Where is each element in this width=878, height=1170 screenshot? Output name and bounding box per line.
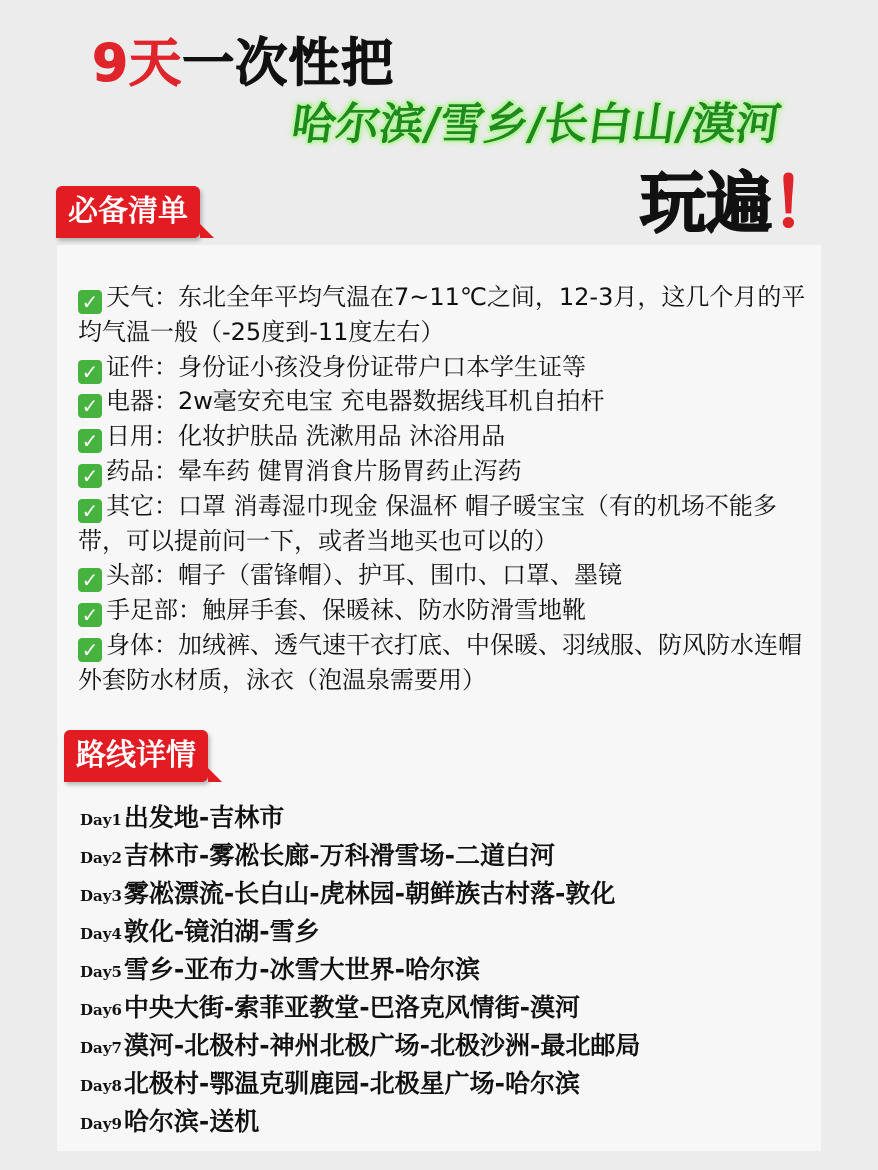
day-label: Day2 [80, 849, 122, 867]
route-text: 雪乡-亚布力-冰雪大世界-哈尔滨 [123, 955, 481, 984]
checklist-item-text: 头部：帽子（雷锋帽）、护耳、围巾、口罩、墨镜 [106, 561, 622, 590]
checklist-item-text: 其它：口罩 消毒湿巾现金 保温杯 帽子暖宝宝（有的机场不能多带，可以提前问一下，或者当地买也可以的） [78, 491, 777, 555]
title-days: 9天 [92, 34, 183, 94]
route-item [80, 800, 800, 838]
route-text: 出发地-吉林市 [123, 803, 285, 832]
route-text: 漠河-北极村-神州北极广场-北极沙洲-最北邮局 [123, 1031, 641, 1060]
route-text: 敦化-镜泊湖-雪乡 [123, 917, 320, 946]
title-line-3 [640, 164, 838, 244]
route-text: 吉林市-雾凇长廊-万科滑雪场-二道白河 [123, 841, 556, 870]
route-text: 北极村-鄂温克驯鹿园-北极星广场-哈尔滨 [123, 1069, 581, 1098]
checklist-item [78, 280, 823, 350]
checklist-item [78, 489, 823, 559]
check-icon: ✓ [78, 603, 102, 627]
route-list [80, 800, 800, 1142]
checklist-item [78, 558, 823, 593]
day-label: Day3 [80, 887, 122, 905]
day-label: Day7 [80, 1039, 122, 1057]
checklist-item-text: 天气：东北全年平均气温在7~11℃之间，12-3月，这几个月的平均气温一般（-25度到-11度左右） [78, 283, 806, 346]
route-text: 哈尔滨-送机 [123, 1107, 260, 1136]
route-item [80, 990, 800, 1028]
checklist-item-text: 证件：身份证小孩没身份证带户口本学生证等 [106, 352, 586, 381]
route-item [80, 876, 800, 914]
checklist-item-text: 手足部：触屏手套、保暖袜、防水防滑雪地靴 [106, 596, 586, 625]
day-label: Day6 [80, 1001, 122, 1019]
checklist-item-text: 身体：加绒裤、透气速干衣打底、中保暖、羽绒服、防风防水连帽外套防水材质，泳衣（泡温泉需要用） [78, 630, 802, 694]
check-icon: ✓ [78, 638, 102, 662]
route-item [80, 914, 800, 952]
check-icon: ✓ [78, 290, 102, 314]
day-label: Day5 [80, 963, 122, 981]
checklist-item [78, 454, 823, 489]
check-icon: ✓ [78, 499, 102, 523]
check-icon: ✓ [78, 360, 102, 384]
route-text: 雾凇漂流-长白山-虎林园-朝鲜族古村落-敦化 [123, 879, 616, 908]
route-item [80, 952, 800, 990]
checklist-item [78, 628, 823, 698]
check-icon: ✓ [78, 394, 102, 418]
title-exclaim: ！ [772, 165, 838, 242]
day-label: Day9 [80, 1115, 122, 1133]
checklist-item [78, 384, 823, 419]
route-item [80, 1104, 800, 1142]
title-play: 玩遍 [640, 165, 772, 242]
checklist-item [78, 593, 823, 628]
route-item [80, 838, 800, 876]
title-rest: 一次性把 [182, 34, 395, 94]
day-label: Day4 [80, 925, 122, 943]
route-text: 中央大街-索菲亚教堂-巴洛克风情街-漠河 [123, 993, 581, 1022]
day-label: Day8 [80, 1077, 122, 1095]
day-label: Day1 [80, 811, 122, 829]
checklist [78, 280, 823, 698]
checklist-item-text: 药品：晕车药 健胃消食片肠胃药止泻药 [106, 456, 522, 485]
checklist-item-text: 电器：2w毫安充电宝 充电器数据线耳机自拍杆 [106, 387, 605, 416]
checklist-item-text: 日用：化妆护肤品 洗漱用品 沐浴用品 [106, 422, 506, 451]
title-line-1 [92, 34, 394, 94]
checklist-tag: 必备清单 [56, 186, 200, 238]
route-tag: 路线详情 [64, 730, 208, 782]
title-places: 哈尔滨/雪乡/长白山/漠河 [288, 99, 784, 150]
check-icon: ✓ [78, 429, 102, 453]
route-item [80, 1066, 800, 1104]
checklist-item [78, 419, 823, 454]
checklist-item [78, 350, 823, 385]
check-icon: ✓ [78, 568, 102, 592]
check-icon: ✓ [78, 464, 102, 488]
route-item [80, 1028, 800, 1066]
